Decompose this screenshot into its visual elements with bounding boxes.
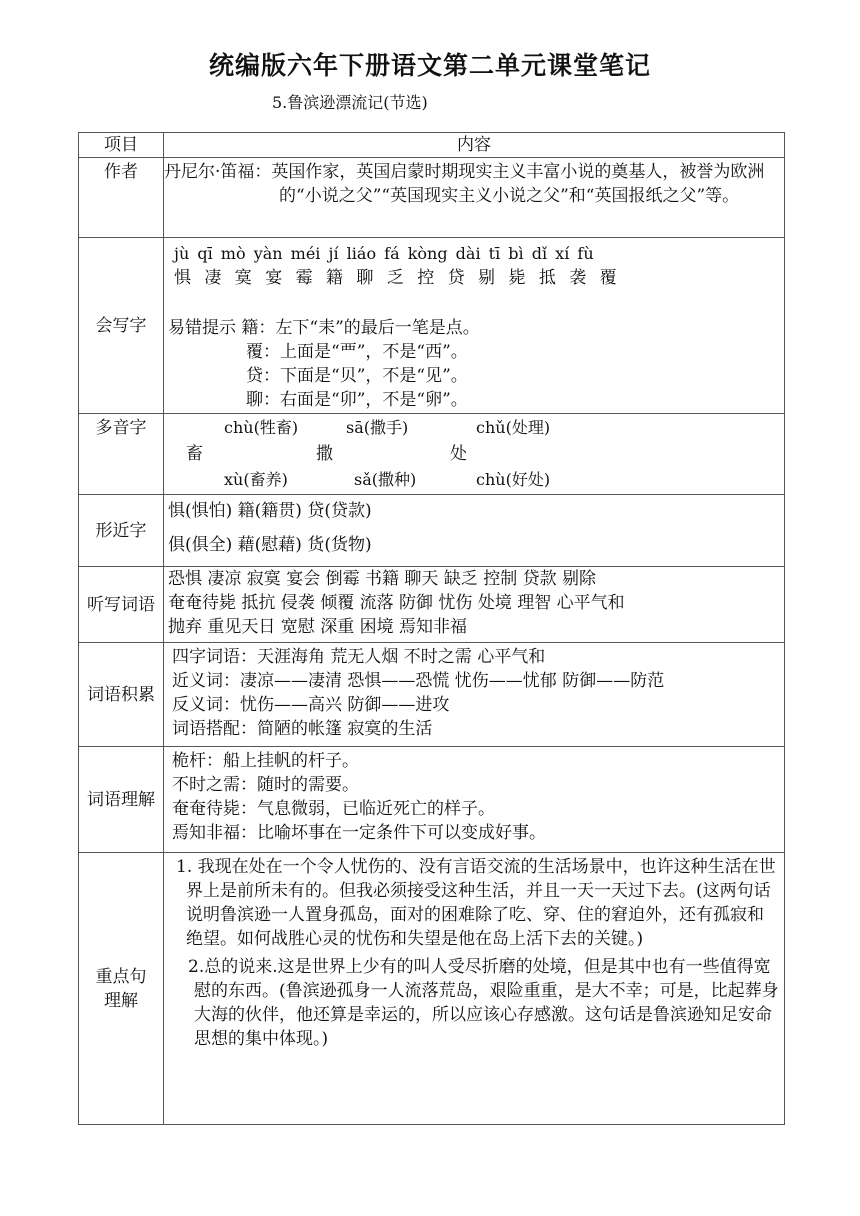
dictation-line-2: 奄奄待毙 抵抗 侵袭 倾覆 流落 防御 忧伤 处境 理智 心平气和 (168, 593, 625, 613)
poly-row (79, 414, 785, 495)
similar-line-1: 惧(惧怕) 籍(籍贯) 贷(贷款) (168, 501, 372, 521)
write-pinyin: jù qī mò yàn méi jí liáo fá kòng dài tī bì dǐ xí fù (174, 244, 594, 263)
accumulate-cell (164, 643, 785, 747)
poly-reading-chu4: chù(牲畜) (224, 418, 299, 437)
write-cell (164, 238, 785, 414)
header-item: 项目 (79, 133, 164, 158)
similar-row (79, 495, 785, 567)
understand-row (79, 747, 785, 853)
poly-char-sa: 撒 (316, 444, 333, 464)
poly-reading-sa3: sǎ(撒种) (354, 470, 417, 489)
author-label: 作者 (79, 158, 164, 238)
understand-line-3: 奄奄待毙：气息微弱，已临近死亡的样子。 (172, 799, 495, 819)
notes-table (78, 132, 785, 1125)
accumulate-line-3: 反义词：忧伤——高兴 防御——进攻 (172, 695, 450, 715)
poly-char-chu: 畜 (186, 444, 203, 464)
poly-reading-chu3: chǔ(处理) (476, 418, 551, 437)
author-row (79, 158, 785, 238)
understand-label: 词语理解 (79, 747, 164, 853)
accumulate-row (79, 643, 785, 747)
dictation-cell (164, 567, 785, 643)
dictation-row (79, 567, 785, 643)
dictation-line-1: 恐惧 凄凉 寂寞 宴会 倒霉 书籍 聊天 缺乏 控制 贷款 剔除 (168, 569, 597, 589)
write-tip-3: 贷：下面是“贝”，不是“见”。 (246, 366, 468, 386)
keysentence-item-2: 2.总的说来.这是世界上少有的叫人受尽折磨的处境，但是其中也有一些值得宽慰的东西。(鲁滨逊孤身一人流落荒岛，艰险重重，是大不幸；可是，比起葬身大海的伙伴，他还算是幸运的，所以应该心存感激。这句话是鲁滨逊知足安命思想的集中体现。) (188, 957, 779, 1049)
keysentence-cell (164, 853, 785, 1125)
keysentence-label: 重点句理解 (79, 853, 164, 1125)
header-row (79, 133, 785, 158)
understand-line-4: 焉知非福：比喻坏事在一定条件下可以变成好事。 (172, 823, 546, 843)
lesson-subtitle: 5.鲁滨逊漂流记(节选) (272, 93, 428, 112)
write-tip-2: 覆：上面是“覀”，不是“西”。 (246, 342, 468, 362)
write-row (79, 238, 785, 414)
write-tip-1: 易错提示 籍：左下“耒”的最后一笔是点。 (168, 318, 480, 338)
poly-reading-sa1: sā(撒手) (346, 418, 409, 437)
understand-cell (164, 747, 785, 853)
poly-reading-xu4: xù(畜养) (224, 470, 288, 489)
poly-char-chu2: 处 (450, 444, 467, 464)
write-characters: 惧 凄 寞 宴 霉 籍 聊 乏 控 贷 剔 毙 抵 袭 覆 (174, 268, 618, 288)
header-content: 内容 (164, 133, 785, 158)
poly-cell (164, 414, 785, 495)
keysentence-item-1: 1. 我现在处在一个令人忧伤的、没有言语交流的生活场景中，也许这种生活在世界上是前所未有的。但我必须接受这种生活，并且一天一天过下去。(这两句话说明鲁滨逊一人置身孤岛，面对的困难除了吃、穿、住的窘迫外，还有孤寂和绝望。如何战胜心灵的忧伤和失望是他在岛上活下去的关键。) (176, 857, 776, 949)
accumulate-label: 词语积累 (79, 643, 164, 747)
accumulate-line-4: 词语搭配：简陋的帐篷 寂寞的生活 (172, 719, 433, 739)
poly-reading-chu4b: chù(好处) (476, 470, 551, 489)
author-cell (164, 158, 785, 238)
author-text: 丹尼尔·笛福：英国作家，英国启蒙时期现实主义丰富小说的奠基人，被誉为欧洲的“小说之父”“英国现实主义小说之父”和“英国报纸之父”等。 (164, 162, 765, 206)
accumulate-line-1: 四字词语：天涯海角 荒无人烟 不时之需 心平气和 (172, 647, 546, 667)
dictation-label: 听写词语 (79, 567, 164, 643)
accumulate-line-2: 近义词：凄凉——凄清 恐惧——恐慌 忧伤——忧郁 防御——防范 (172, 671, 665, 691)
write-tip-4: 聊：右面是“卯”，不是“卵”。 (246, 390, 468, 410)
dictation-line-3: 抛弃 重见天日 宽慰 深重 困境 焉知非福 (168, 617, 468, 637)
document-title: 统编版六年下册语文第二单元课堂笔记 (208, 51, 651, 80)
similar-line-2: 俱(俱全) 藉(慰藉) 货(货物) (168, 535, 372, 555)
write-label: 会写字 (79, 238, 164, 414)
similar-cell (164, 495, 785, 567)
understand-line-2: 不时之需：随时的需要。 (172, 775, 359, 795)
understand-line-1: 桅杆：船上挂帆的杆子。 (172, 751, 359, 771)
poly-label: 多音字 (79, 414, 164, 495)
similar-label: 形近字 (79, 495, 164, 567)
keysentence-row (79, 853, 785, 1125)
